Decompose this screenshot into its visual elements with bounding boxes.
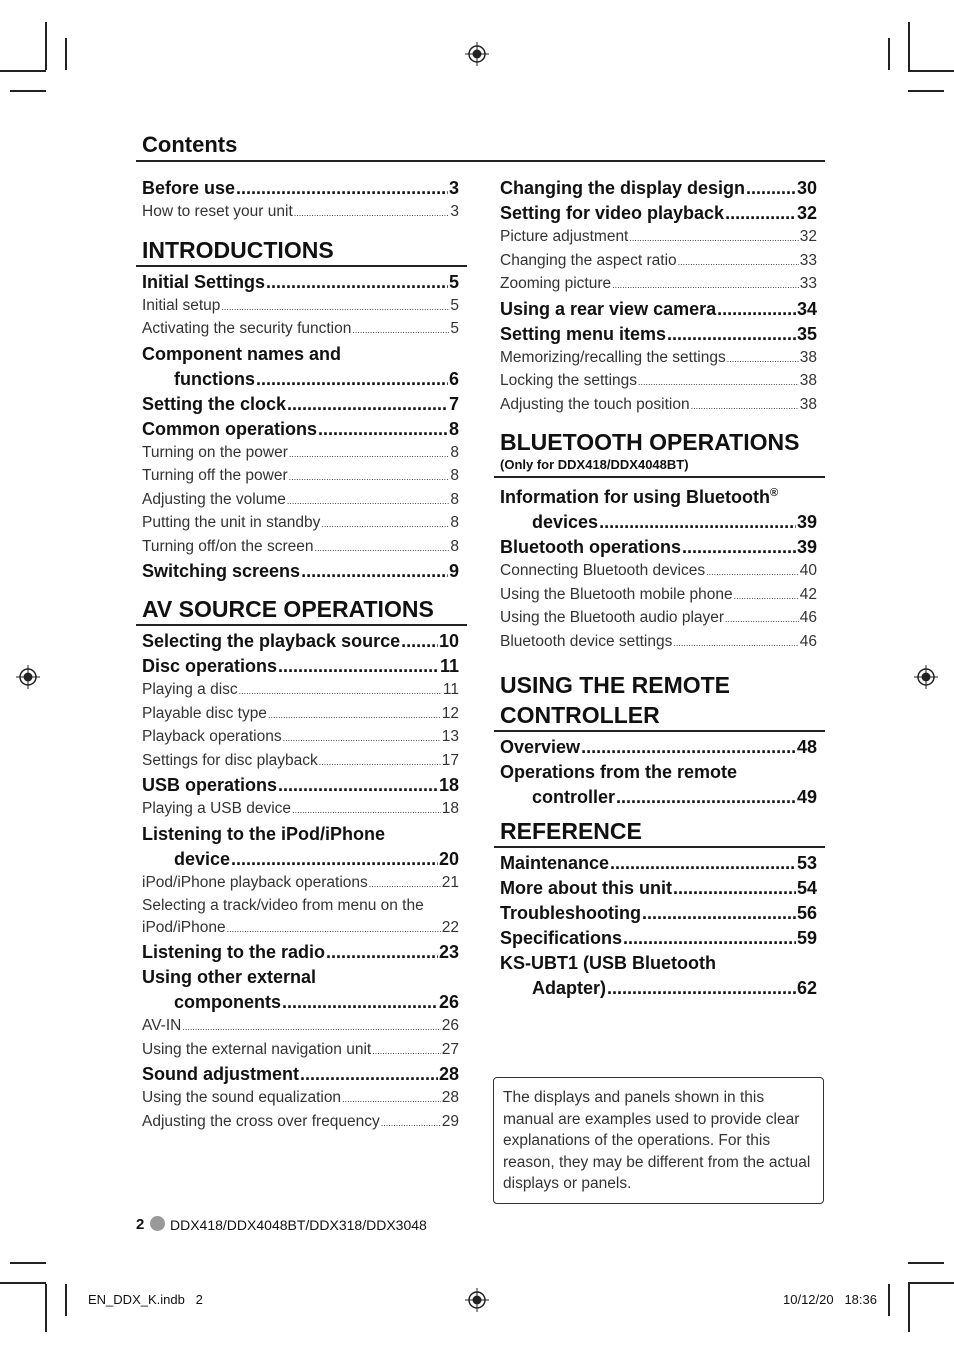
leader-dots (727, 349, 799, 371)
toc-entry[interactable] (136, 392, 467, 417)
toc-subentry[interactable] (494, 394, 825, 418)
leader-dots (301, 559, 448, 584)
toc-subentry[interactable] (136, 442, 467, 466)
page-title: Contents (142, 132, 238, 157)
leader-dots (638, 372, 799, 394)
toc-subentry[interactable] (494, 584, 825, 608)
toc-subentry[interactable] (494, 631, 825, 655)
leader-dots (282, 990, 438, 1015)
print-slug-timestamp: 10/12/20 18:36 (783, 1292, 877, 1307)
toc-entry-label: AV-IN (142, 1017, 182, 1034)
toc-entry-page: 8 (450, 514, 459, 531)
toc-subentry[interactable] (136, 1039, 467, 1063)
toc-subentry[interactable] (136, 798, 467, 822)
toc-entry-multiline[interactable] (494, 760, 825, 785)
toc-subentry[interactable] (136, 750, 467, 774)
section-rule (494, 846, 825, 848)
toc-entry-label: Turning on the power (142, 443, 288, 461)
leader-dots (642, 901, 796, 926)
toc-entry-label: Playing a disc (142, 681, 238, 698)
toc-entry-page: 20 (438, 848, 459, 869)
section-rule (494, 476, 825, 478)
toc-entry-label: Using a rear view camera (500, 298, 717, 319)
toc-entry-label: Locking the settings (500, 372, 638, 389)
toc-entry-page: 32 (799, 228, 817, 245)
toc-entry[interactable] (136, 270, 467, 295)
toc-entry-page: 33 (799, 275, 817, 292)
toc-entry-label: Using the Bluetooth mobile phone (500, 585, 733, 603)
toc-entry[interactable] (494, 510, 825, 535)
toc-entry-page: 9 (448, 561, 459, 581)
toc-entry-page: 33 (799, 251, 817, 269)
toc-subentry[interactable] (494, 607, 825, 631)
toc-entry-page: 38 (799, 372, 817, 389)
toc-entry[interactable] (136, 990, 467, 1015)
registration-mark-icon (465, 1288, 489, 1312)
leader-dots (266, 270, 448, 295)
toc-entry[interactable] (136, 629, 467, 654)
toc-entry-page: 28 (438, 1064, 459, 1084)
leader-dots (221, 297, 449, 319)
toc-entry-page: 26 (441, 1017, 459, 1034)
toc-entry-label: Playback operations (142, 728, 282, 745)
toc-entry-label: Settings for disc playback (142, 751, 318, 769)
toc-entry[interactable] (494, 976, 825, 1001)
toc-entry[interactable] (136, 559, 467, 584)
leader-dots (678, 252, 799, 274)
leader-dots (381, 1113, 441, 1135)
section-heading-reference: REFERENCE (500, 818, 642, 844)
toc-entry-page: 35 (796, 323, 817, 344)
toc-entry[interactable] (136, 367, 467, 392)
toc-entry-page: 8 (450, 467, 459, 484)
leader-dots (369, 874, 441, 896)
toc-entry-label: Activating the security function (142, 320, 352, 337)
leader-dots (287, 392, 448, 417)
crop-mark (908, 22, 910, 70)
toc-entry-page: 7 (448, 393, 459, 414)
toc-entry-page: 39 (796, 512, 817, 532)
toc-subentry[interactable] (136, 318, 467, 342)
toc-entry-page: 5 (450, 296, 459, 314)
toc-entry-page: 8 (448, 418, 459, 439)
leader-dots (231, 847, 438, 872)
crop-mark (908, 90, 944, 92)
toc-entry-label: Memorizing/recalling the settings (500, 348, 726, 366)
leader-dots (734, 586, 799, 608)
toc-entry-label: devices (532, 512, 599, 532)
toc-subentry[interactable] (494, 347, 825, 371)
leader-dots (227, 919, 441, 941)
toc-entry-label: How to reset your unit (142, 203, 293, 220)
toc-entry-page: 32 (796, 203, 817, 223)
toc-entry-label: Disc operations (142, 656, 278, 676)
leader-dots (287, 491, 449, 513)
toc-entry-page: 62 (796, 978, 817, 998)
section-heading-bluetooth: BLUETOOTH OPERATIONS (500, 429, 800, 455)
toc-list-bluetooth (494, 535, 825, 654)
toc-entry-page: 34 (796, 298, 817, 319)
leader-dots (294, 203, 450, 225)
toc-entry-multiline[interactable] (494, 951, 825, 976)
toc-list-av-source (136, 1015, 467, 1134)
toc-entry[interactable] (136, 847, 467, 872)
leader-dots (372, 1041, 441, 1063)
toc-entry-page: 56 (796, 903, 817, 923)
toc-list-introductions (136, 392, 467, 585)
toc-entry-page: 23 (438, 942, 459, 962)
toc-entry-page: 28 (441, 1089, 459, 1106)
toc-entry-page: 38 (799, 395, 817, 413)
toc-list-before-use (136, 176, 467, 225)
section-heading-line: CONTROLLER (500, 702, 660, 728)
toc-entry[interactable] (494, 851, 825, 876)
toc-entry-label: Component names and (142, 343, 342, 364)
leader-dots (342, 1089, 441, 1111)
section-heading-av-source: AV SOURCE OPERATIONS (142, 596, 434, 622)
toc-entry-page: 5 (448, 271, 459, 292)
crop-mark (65, 1284, 67, 1316)
toc-entry-page: 26 (438, 992, 459, 1012)
title-rule (136, 160, 825, 162)
leader-dots (256, 367, 448, 392)
toc-entry-label: Adjusting the volume (142, 490, 286, 508)
toc-entry[interactable] (136, 176, 467, 201)
toc-subentry[interactable] (494, 250, 825, 274)
toc-entry-page: 46 (799, 632, 817, 650)
leader-dots (239, 681, 442, 703)
toc-left-column (136, 176, 467, 1134)
toc-entry-page: 10 (438, 631, 459, 651)
toc-list-reference (494, 851, 825, 951)
crop-mark (45, 1284, 47, 1332)
toc-entry[interactable] (136, 940, 467, 965)
toc-entry-label: controller (532, 787, 616, 807)
registration-mark-icon (914, 665, 938, 689)
toc-entry-label: Specifications (500, 928, 623, 948)
toc-entry-label: Adapter) (532, 978, 607, 998)
leader-dots (629, 228, 798, 250)
toc-entry-multiline[interactable] (136, 342, 467, 367)
toc-entry-multiline[interactable] (136, 965, 467, 990)
toc-entry-page: 8 (450, 537, 459, 555)
leader-dots (319, 752, 441, 774)
toc-list-display (494, 176, 825, 417)
toc-entry[interactable] (494, 201, 825, 226)
toc-subentry[interactable] (494, 273, 825, 297)
toc-entry-page: 8 (450, 443, 459, 461)
leader-dots (289, 467, 450, 489)
toc-entry-page: 59 (796, 928, 817, 948)
toc-entry-label: Initial Settings (142, 271, 266, 292)
toc-entry-label: Information for using Bluetooth (500, 487, 770, 507)
toc-entry-label: Selecting the playback source (142, 631, 401, 651)
toc-entry-label: Playing a USB device (142, 800, 292, 817)
toc-entry-page: 3 (450, 203, 459, 220)
toc-entry-label: functions (174, 368, 255, 389)
toc-entry-page: 18 (441, 800, 459, 817)
crop-mark (888, 1284, 890, 1316)
toc-entry-label: iPod/iPhone playback operations (142, 873, 368, 891)
toc-subentry[interactable] (494, 560, 825, 584)
toc-entry-label: Setting menu items (500, 323, 667, 344)
leader-dots (236, 176, 448, 201)
toc-subentry[interactable] (494, 370, 825, 394)
toc-entry-page: 42 (799, 585, 817, 603)
toc-subentry[interactable] (136, 703, 467, 727)
leader-dots (321, 514, 449, 536)
toc-entry-page: 29 (441, 1112, 459, 1130)
toc-entry-label: Setting the clock (142, 393, 287, 414)
toc-entry-label: iPod/iPhone (142, 918, 226, 936)
crop-mark (908, 1284, 910, 1332)
section-heading-remote (494, 670, 825, 730)
toc-entry-label: Sound adjustment (142, 1064, 299, 1084)
toc-subentry[interactable] (136, 489, 467, 513)
toc-entry-page: 17 (441, 751, 459, 769)
crop-mark (908, 1262, 944, 1264)
toc-entry[interactable] (136, 654, 467, 679)
toc-entry-label: Initial setup (142, 296, 221, 314)
toc-entry-label: Common operations (142, 418, 318, 439)
section-subheading-bluetooth: (Only for DDX418/DDX4048BT) (500, 457, 689, 472)
leader-dots (292, 800, 441, 822)
toc-subentry[interactable] (136, 872, 467, 896)
toc-entry-label: Turning off/on the screen (142, 537, 314, 555)
leader-dots (706, 562, 799, 584)
toc-entry-page: 11 (442, 681, 459, 698)
section-rule (136, 624, 467, 626)
toc-entry-label: Before use (142, 178, 236, 198)
toc-entry-label: Changing the aspect ratio (500, 251, 677, 269)
toc-entry-page: 38 (799, 348, 817, 366)
leader-dots (278, 773, 438, 798)
leader-dots (278, 654, 439, 679)
toc-entry[interactable] (136, 773, 467, 798)
toc-entry[interactable] (494, 735, 825, 760)
toc-subentry[interactable] (136, 1111, 467, 1135)
toc-entry-label: Bluetooth device settings (500, 632, 673, 650)
toc-entry-page: 54 (796, 878, 817, 898)
section-rule (136, 265, 467, 267)
leader-dots (599, 510, 796, 535)
toc-entry-multiline[interactable] (136, 822, 467, 847)
toc-subentry[interactable] (136, 295, 467, 319)
section-heading-introductions: INTRODUCTIONS (142, 236, 334, 263)
print-slug-file: EN_DDX_K.indb 2 (88, 1292, 203, 1307)
registration-mark-icon (16, 665, 40, 689)
leader-dots (326, 940, 438, 965)
toc-entry[interactable] (494, 785, 825, 810)
crop-mark (908, 1282, 954, 1284)
registered-mark: ® (769, 487, 779, 499)
toc-entry-page: 18 (438, 775, 459, 795)
toc-subentry[interactable] (136, 1015, 467, 1039)
toc-list-av-source (136, 629, 467, 822)
crop-mark (10, 1262, 46, 1264)
crop-mark (65, 38, 67, 70)
leader-dots (289, 444, 449, 466)
toc-subentry[interactable] (136, 917, 467, 941)
toc-entry-page: 3 (448, 178, 459, 198)
toc-entry-label: Listening to the iPod/iPhone (142, 823, 385, 844)
toc-entry[interactable] (494, 176, 825, 201)
toc-entry-label: Playable disc type (142, 704, 267, 722)
leader-dots (673, 876, 796, 901)
leader-dots (300, 1062, 438, 1087)
leader-dots (318, 417, 448, 442)
leader-dots (607, 976, 796, 1001)
toc-entry-page: 5 (450, 320, 459, 337)
toc-subentry[interactable] (136, 726, 467, 750)
note-text: The displays and panels shown in this manual are examples used to provide clear explanations of the operations. For this reason, they may be different from the actual displays or panels. (503, 1089, 811, 1192)
toc-list-introductions (136, 270, 467, 342)
toc-entry[interactable] (136, 417, 467, 442)
toc-entry-page: 6 (448, 368, 459, 389)
toc-entry-label: Using the Bluetooth audio player (500, 609, 725, 626)
toc-subentry[interactable] (494, 226, 825, 250)
toc-entry-label: Listening to the radio (142, 942, 325, 962)
toc-entry-label: USB operations (142, 775, 278, 795)
toc-entry-label: Using the sound equalization (142, 1089, 342, 1106)
leader-dots (673, 633, 798, 655)
toc-subentry-line[interactable]: Selecting a track/video from menu on the (142, 897, 424, 914)
toc-entry-page: 46 (799, 609, 817, 626)
toc-entry-page: 48 (796, 737, 817, 757)
toc-entry-label: Changing the display design (500, 178, 746, 198)
leader-dots (623, 926, 796, 951)
toc-entry[interactable] (494, 926, 825, 951)
toc-entry-page: 39 (796, 537, 817, 557)
toc-entry-label: Maintenance (500, 853, 610, 873)
toc-entry-multiline[interactable] (494, 481, 825, 510)
toc-entry-page: 11 (439, 656, 459, 676)
leader-dots (283, 728, 441, 750)
leader-dots (581, 735, 796, 760)
toc-entry[interactable] (494, 535, 825, 560)
toc-subentry[interactable] (136, 536, 467, 560)
page-number: 2 (136, 1216, 145, 1233)
toc-entry-page: 40 (799, 562, 817, 579)
toc-subentry[interactable] (136, 1087, 467, 1111)
toc-entry-page: 53 (796, 853, 817, 873)
toc-entry-label: KS-UBT1 (USB Bluetooth (500, 953, 716, 973)
toc-entry-page: 12 (441, 704, 459, 722)
toc-entry[interactable] (494, 876, 825, 901)
leader-dots (725, 609, 799, 631)
leader-dots (682, 535, 796, 560)
toc-entry-page: 49 (796, 787, 817, 807)
crop-mark (10, 90, 46, 92)
model-numbers: DDX418/DDX4048BT/DDX318/DDX3048 (170, 1217, 427, 1233)
toc-entry-label: Adjusting the cross over frequency (142, 1112, 380, 1130)
toc-entry-label: Setting for video playback (500, 203, 725, 223)
leader-dots (616, 785, 796, 810)
leader-dots (314, 538, 449, 560)
toc-subentry[interactable] (136, 465, 467, 489)
crop-mark (908, 70, 954, 72)
page-dot-icon (150, 1216, 165, 1231)
toc-entry-page: 27 (441, 1040, 459, 1058)
toc-subentry[interactable] (136, 201, 467, 225)
leader-dots (717, 297, 796, 322)
toc-entry-label: components (174, 992, 282, 1012)
toc-right-column (494, 176, 825, 1001)
crop-mark (45, 22, 47, 70)
toc-entry-label: Adjusting the touch position (500, 395, 690, 413)
leader-dots (401, 629, 438, 654)
toc-entry-page: 30 (796, 178, 817, 198)
toc-entry-label: Operations from the remote (500, 762, 738, 782)
toc-entry-label: Putting the unit in standby (142, 514, 321, 531)
crop-mark (0, 70, 46, 72)
toc-entry-label: Using other external (142, 967, 317, 987)
toc-entry[interactable] (494, 901, 825, 926)
leader-dots (667, 322, 796, 347)
toc-entry-label: Turning off the power (142, 467, 288, 484)
leader-dots (725, 201, 796, 226)
toc-entry[interactable] (494, 297, 825, 322)
toc-entry-label: Overview (500, 737, 581, 757)
toc-entry-label: device (174, 848, 231, 869)
leader-dots (352, 320, 449, 342)
toc-subentry[interactable] (136, 512, 467, 536)
section-rule (494, 730, 825, 732)
toc-subentry[interactable] (136, 679, 467, 703)
leader-dots (612, 275, 799, 297)
toc-entry-page: 21 (441, 873, 459, 891)
toc-entry[interactable] (494, 322, 825, 347)
crop-mark (888, 38, 890, 70)
leader-dots (182, 1017, 440, 1039)
section-heading-line: USING THE REMOTE (500, 672, 731, 698)
toc-entry-label: Zooming picture (500, 275, 612, 292)
leader-dots (268, 705, 441, 727)
toc-entry-label: Picture adjustment (500, 228, 629, 245)
toc-entry-label: Bluetooth operations (500, 537, 681, 557)
toc-entry-label: More about this unit (500, 878, 672, 898)
toc-entry-label: Switching screens (142, 561, 301, 581)
crop-mark (0, 1282, 46, 1284)
toc-entry-label: Using the external navigation unit (142, 1040, 372, 1058)
registration-mark-icon (465, 42, 489, 66)
toc-entry-label: Connecting Bluetooth devices (500, 562, 706, 579)
toc-entry-page: 13 (441, 728, 459, 745)
toc-entry[interactable] (136, 1062, 467, 1087)
leader-dots (691, 396, 799, 418)
toc-entry-page: 22 (441, 918, 459, 936)
leader-dots (610, 851, 796, 876)
leader-dots (746, 176, 796, 201)
toc-entry-page: 8 (450, 490, 459, 508)
toc-entry-label: Troubleshooting (500, 903, 641, 923)
